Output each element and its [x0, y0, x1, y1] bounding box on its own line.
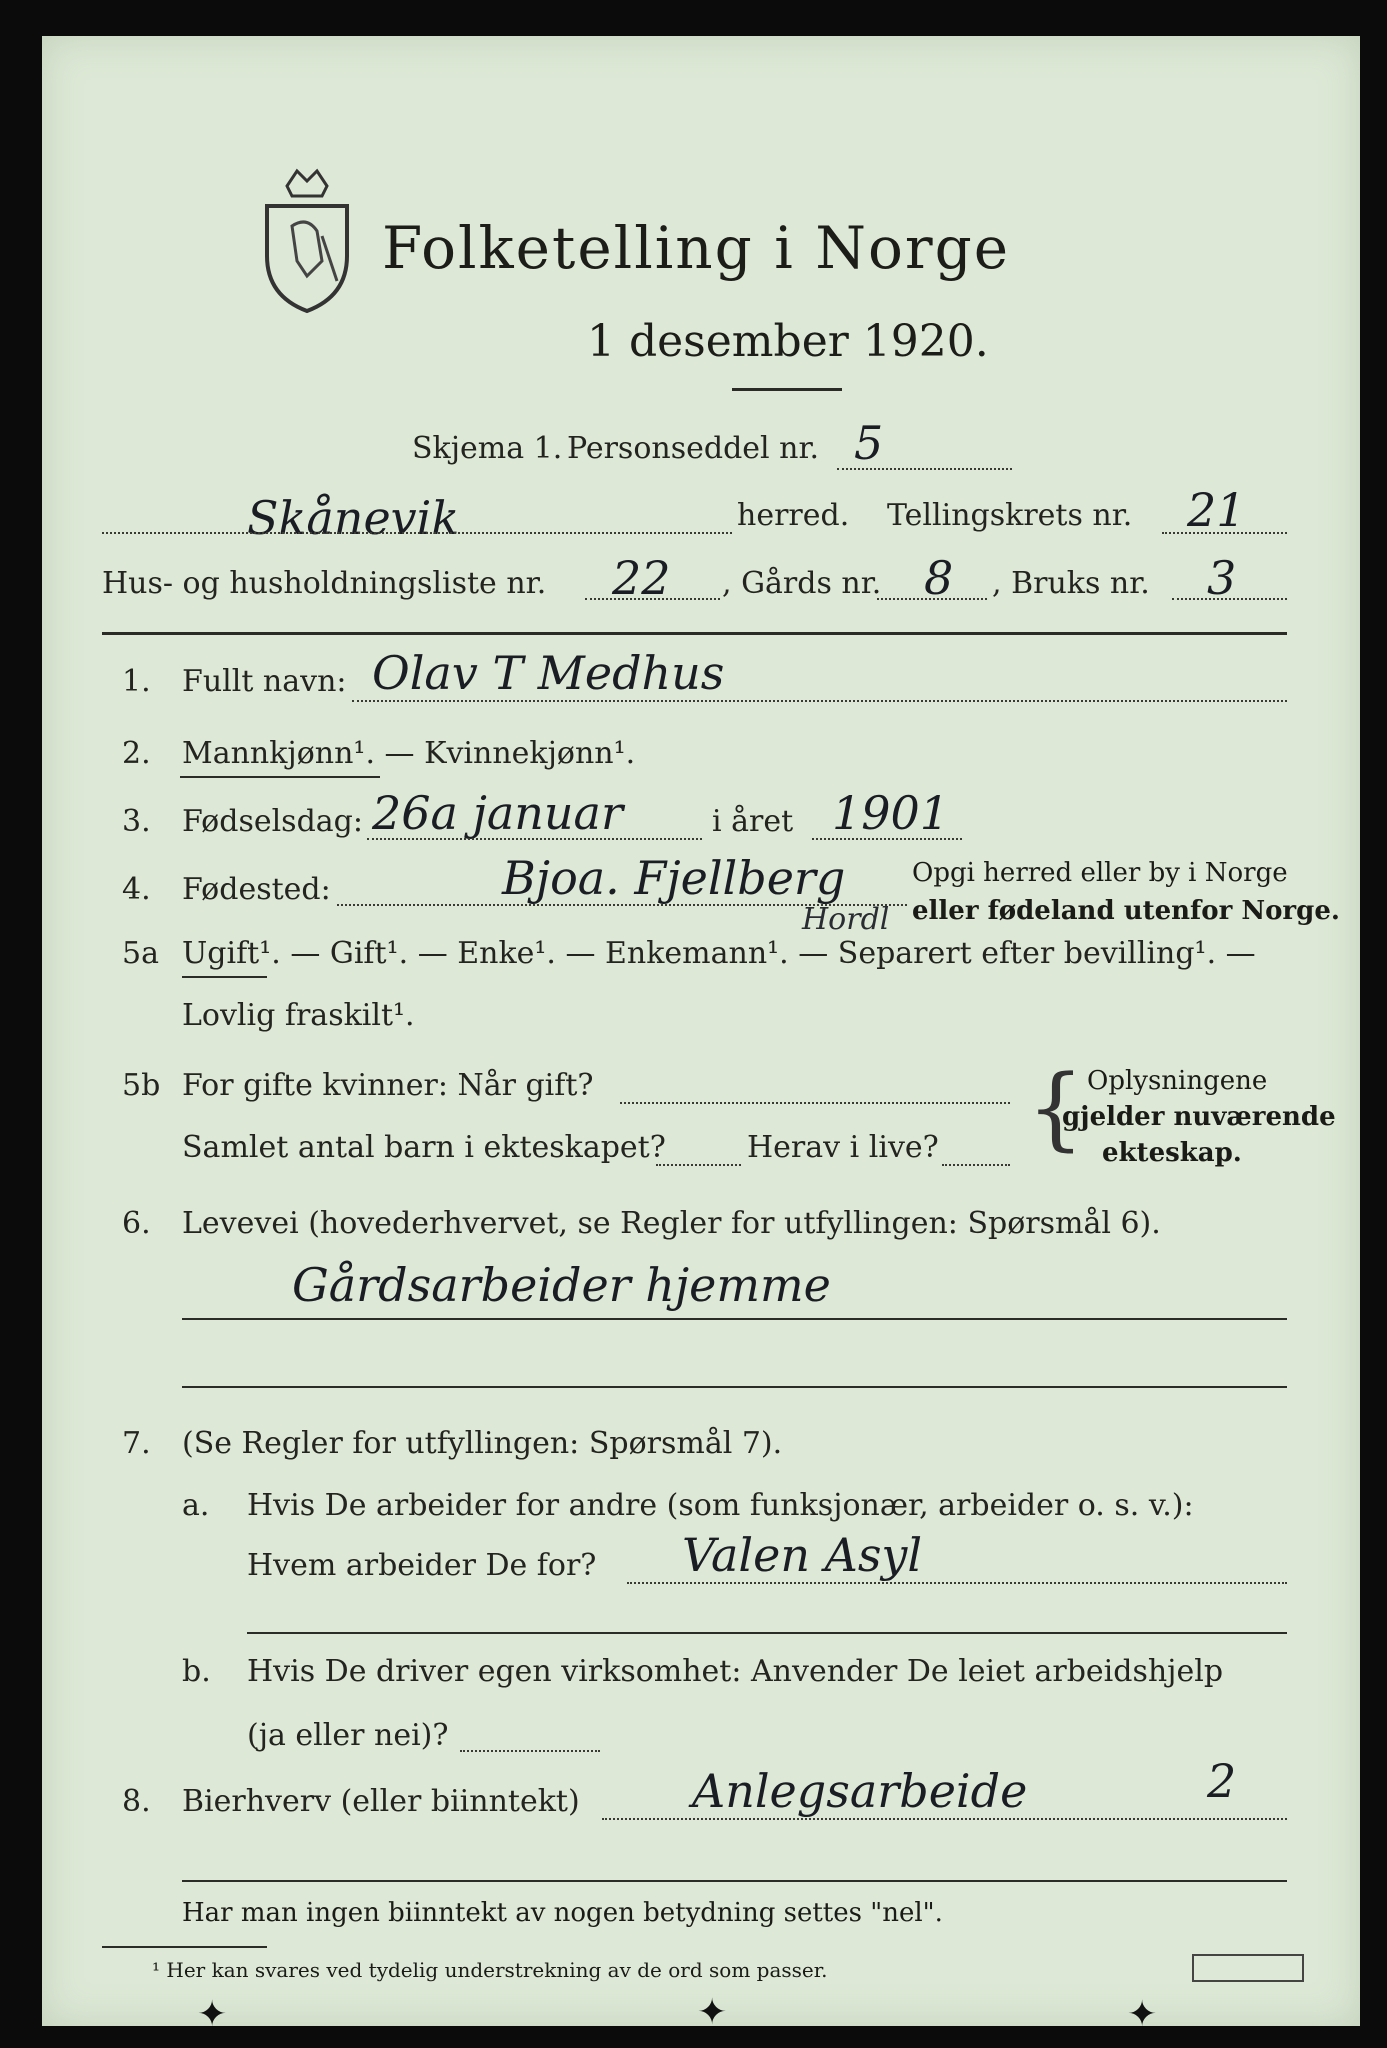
form-title: Folketelling i Norge [382, 214, 1011, 282]
q6-number: 6. [122, 1206, 151, 1241]
q7-number: 7. [122, 1426, 151, 1461]
q7b-label-2: (ja eller nei)? [247, 1718, 449, 1753]
gender-options: Mannkjønn¹. — Kvinnekjønn¹. [182, 736, 636, 771]
gards-value: 8 [924, 551, 954, 605]
tellingskrets-value: 21 [1187, 483, 1246, 537]
marital-status-options-2: Lovlig fraskilt¹. [182, 998, 415, 1033]
q4-note-1: Opgi herred eller by i Norge [912, 858, 1288, 888]
q7b-label: Hvis De driver egen virksomhet: Anvender De leiet arbeidshjelp [247, 1654, 1224, 1689]
gards-label: , Gårds nr. [722, 566, 882, 601]
personseddel-value: 5 [854, 416, 884, 470]
q4-note-2: eller fødeland utenfor Norge. [912, 896, 1340, 926]
norway-coat-of-arms-icon [252, 166, 362, 316]
q5b-label: For gifte kvinner: Når gift? [182, 1068, 594, 1103]
q5b-label-3: Herav i live? [747, 1130, 939, 1165]
birthday-value: 26a januar [372, 786, 623, 840]
ink-mark-icon: ✦ [197, 1994, 228, 2035]
employer-value: Valen Asyl [682, 1528, 923, 1582]
occupation-value: Gårdsarbeider hjemme [292, 1258, 831, 1312]
q3-year-label: i året [712, 804, 794, 839]
herred-label: herred. [737, 498, 850, 533]
printer-stamp [1192, 1954, 1304, 1982]
side-income-value: Anlegsarbeide [692, 1764, 1028, 1818]
handwritten-mark: 2 [1207, 1754, 1237, 1808]
marital-status-options: Ugift¹. — Gift¹. — Enke¹. — Enkemann¹. — Separert efter bevilling¹. — [182, 936, 1256, 971]
q3-label: Fødselsdag: [182, 804, 363, 839]
q5b-note-3: ekteskap. [1102, 1138, 1242, 1168]
gender-underline [180, 776, 380, 778]
q7a-number: a. [182, 1488, 210, 1523]
birth-year-value: 1901 [832, 786, 950, 840]
q1-label: Fullt navn: [182, 664, 347, 699]
census-date: 1 desember 1920. [587, 316, 989, 367]
q3-number: 3. [122, 804, 151, 839]
q4-number: 4. [122, 872, 151, 907]
census-form [42, 36, 1360, 2035]
q7b-number: b. [182, 1654, 211, 1689]
footnote: ¹ Her kan svares ved tydelig understrekning av de ord som passer. [152, 1958, 828, 1982]
q6-label: Levevei (hovederhvervet, se Regler for utfyllingen: Spørsmål 6). [182, 1206, 1161, 1241]
full-name-value: Olav T Medhus [372, 646, 725, 700]
q5b-note-2: gjelder nuværende [1062, 1102, 1336, 1132]
marital-underline [182, 976, 267, 978]
q5b-number: 5b [122, 1068, 161, 1103]
q5a-number: 5a [122, 936, 159, 971]
schema-label: Skjema 1. [412, 431, 563, 466]
q4-label: Fødested: [182, 872, 331, 907]
q5b-note-1: Oplysningene [1087, 1066, 1268, 1096]
bruks-label: , Bruks nr. [992, 566, 1150, 601]
personseddel-label: Personseddel nr. [567, 431, 820, 466]
ink-mark-icon: ✦ [697, 1992, 728, 2033]
q7-label: (Se Regler for utfyllingen: Spørsmål 7). [182, 1426, 783, 1461]
q7a-label: Hvis De arbeider for andre (som funksjonær, arbeider o. s. v.): [247, 1488, 1194, 1523]
q5b-label-2: Samlet antal barn i ekteskapet? [182, 1130, 666, 1165]
bruks-value: 3 [1207, 551, 1237, 605]
q8-number: 8. [122, 1784, 151, 1819]
herred-value: Skånevik [247, 491, 460, 545]
q2-number: 2. [122, 736, 151, 771]
brace-icon: { [1027, 1056, 1085, 1161]
birthplace-value: Bjoa. Fjellberg [502, 851, 846, 905]
hus-label: Hus- og husholdningsliste nr. [102, 566, 547, 601]
birthplace-correction: Hordl [802, 902, 890, 937]
q8-label: Bierhverv (eller biinntekt) [182, 1784, 580, 1819]
footer-note: Har man ingen biinntekt av nogen betydning settes "nel". [182, 1898, 943, 1928]
tellingskrets-label: Tellingskrets nr. [887, 498, 1133, 533]
ink-mark-icon: ✦ [1127, 1994, 1158, 2035]
q1-number: 1. [122, 664, 151, 699]
hus-value: 22 [612, 551, 671, 605]
q7a-label-2: Hvem arbeider De for? [247, 1548, 597, 1583]
